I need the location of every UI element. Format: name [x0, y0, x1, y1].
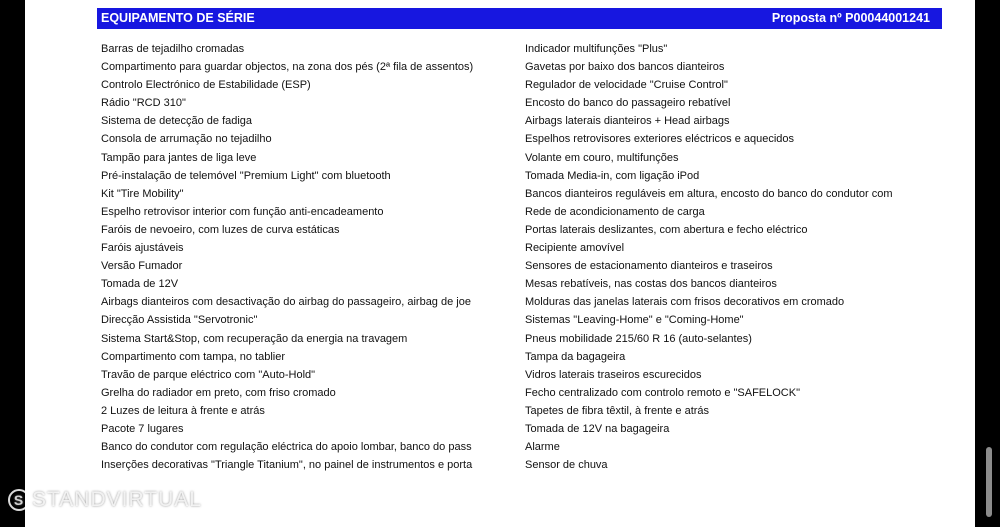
equipment-item: Travão de parque eléctrico com "Auto-Hold" [101, 368, 316, 381]
equipment-item: Sensor de chuva [525, 459, 608, 472]
equipment-item: Encosto do banco do passageiro rebatível [525, 97, 731, 110]
watermark-text: STANDVIRTUAL [32, 488, 202, 511]
equipment-item: Gavetas por baixo dos bancos dianteiros [525, 61, 725, 74]
section-title: EQUIPAMENTO DE SÉRIE [101, 11, 255, 25]
standvirtual-logo-icon: S [8, 489, 30, 511]
equipment-item: Compartimento para guardar objectos, na zona dos pés (2ª fila de assentos) [101, 61, 474, 74]
equipment-item: Mesas rebatíveis, nas costas dos bancos dianteiros [525, 278, 777, 291]
equipment-item: Alarme [525, 441, 560, 454]
equipment-item: Molduras das janelas laterais com frisos decorativos em cromado [525, 296, 845, 309]
equipment-item: Volante em couro, multifunções [525, 151, 679, 164]
equipment-item: Tomada de 12V na bagageira [525, 422, 670, 435]
equipment-item: Tomada de 12V [101, 278, 179, 291]
equipment-item: Tampa da bagageira [525, 350, 626, 363]
equipment-list-right [525, 40, 925, 474]
vertical-scrollbar-thumb[interactable] [986, 447, 992, 517]
equipment-item: Sistemas "Leaving-Home" e "Coming-Home" [525, 314, 744, 327]
equipment-item: Grelha do radiador em preto, com friso cromado [101, 386, 336, 399]
equipment-item: Fecho centralizado com controlo remoto e "SAFELOCK" [525, 386, 800, 399]
proposal-number: Proposta nº P00044001241 [771, 11, 930, 25]
equipment-item: Faróis de nevoeiro, com luzes de curva estáticas [101, 223, 340, 236]
equipment-item: Regulador de velocidade "Cruise Control" [525, 79, 728, 92]
equipment-item: Direcção Assistida "Servotronic" [101, 314, 258, 327]
equipment-item: Pneus mobilidade 215/60 R 16 (auto-selantes) [525, 332, 752, 345]
equipment-list-left [101, 40, 506, 474]
equipment-item: Airbags laterais dianteiros + Head airbags [525, 115, 730, 128]
equipment-item: Espelhos retrovisores exteriores eléctricos e aquecidos [525, 133, 795, 146]
equipment-item: Espelho retrovisor interior com função anti-encadeamento [101, 205, 384, 218]
equipment-item: Sistema de detecção de fadiga [101, 115, 253, 128]
equipment-item: Airbags dianteiros com desactivação do airbag do passageiro, airbag de joe [101, 296, 471, 309]
equipment-item: Sensores de estacionamento dianteiros e traseiros [525, 260, 773, 273]
equipment-item: Compartimento com tampa, no tablier [101, 350, 286, 363]
equipment-item: Controlo Electrónico de Estabilidade (ESP) [101, 79, 311, 92]
equipment-item: Portas laterais deslizantes, com abertura e fecho eléctrico [525, 223, 808, 236]
equipment-item: Faróis ajustáveis [101, 242, 184, 255]
equipment-header-bar [97, 8, 942, 29]
equipment-item: Pré-instalação de telemóvel "Premium Light" com bluetooth [101, 169, 391, 182]
equipment-item: Rede de acondicionamento de carga [525, 205, 705, 218]
equipment-item: Tampão para jantes de liga leve [101, 151, 257, 164]
document-page [25, 0, 975, 527]
equipment-item: 2 Luzes de leitura à frente e atrás [101, 404, 265, 417]
standvirtual-watermark [8, 484, 202, 516]
equipment-item: Versão Fumador [101, 260, 183, 273]
equipment-item: Tomada Media-in, com ligação iPod [525, 169, 700, 182]
equipment-item: Indicador multifunções "Plus" [525, 43, 668, 55]
equipment-item: Sistema Start&Stop, com recuperação da energia na travagem [101, 332, 408, 345]
equipment-item: Tapetes de fibra têxtil, à frente e atrás [525, 404, 710, 417]
equipment-item: Barras de tejadilho cromadas [101, 43, 245, 55]
equipment-item: Banco do condutor com regulação eléctrica do apoio lombar, banco do pass [101, 441, 472, 454]
equipment-item: Bancos dianteiros reguláveis em altura, encosto do banco do condutor com [525, 187, 893, 200]
equipment-item: Consola de arrumação no tejadilho [101, 133, 272, 146]
equipment-item: Vidros laterais traseiros escurecidos [525, 368, 702, 381]
equipment-item: Kit "Tire Mobility" [101, 187, 184, 200]
equipment-item: Recipiente amovível [525, 242, 625, 255]
equipment-item: Inserções decorativas "Triangle Titanium", no painel de instrumentos e porta [101, 459, 473, 472]
equipment-item: Pacote 7 lugares [101, 422, 184, 435]
equipment-item: Rádio "RCD 310" [101, 97, 186, 110]
